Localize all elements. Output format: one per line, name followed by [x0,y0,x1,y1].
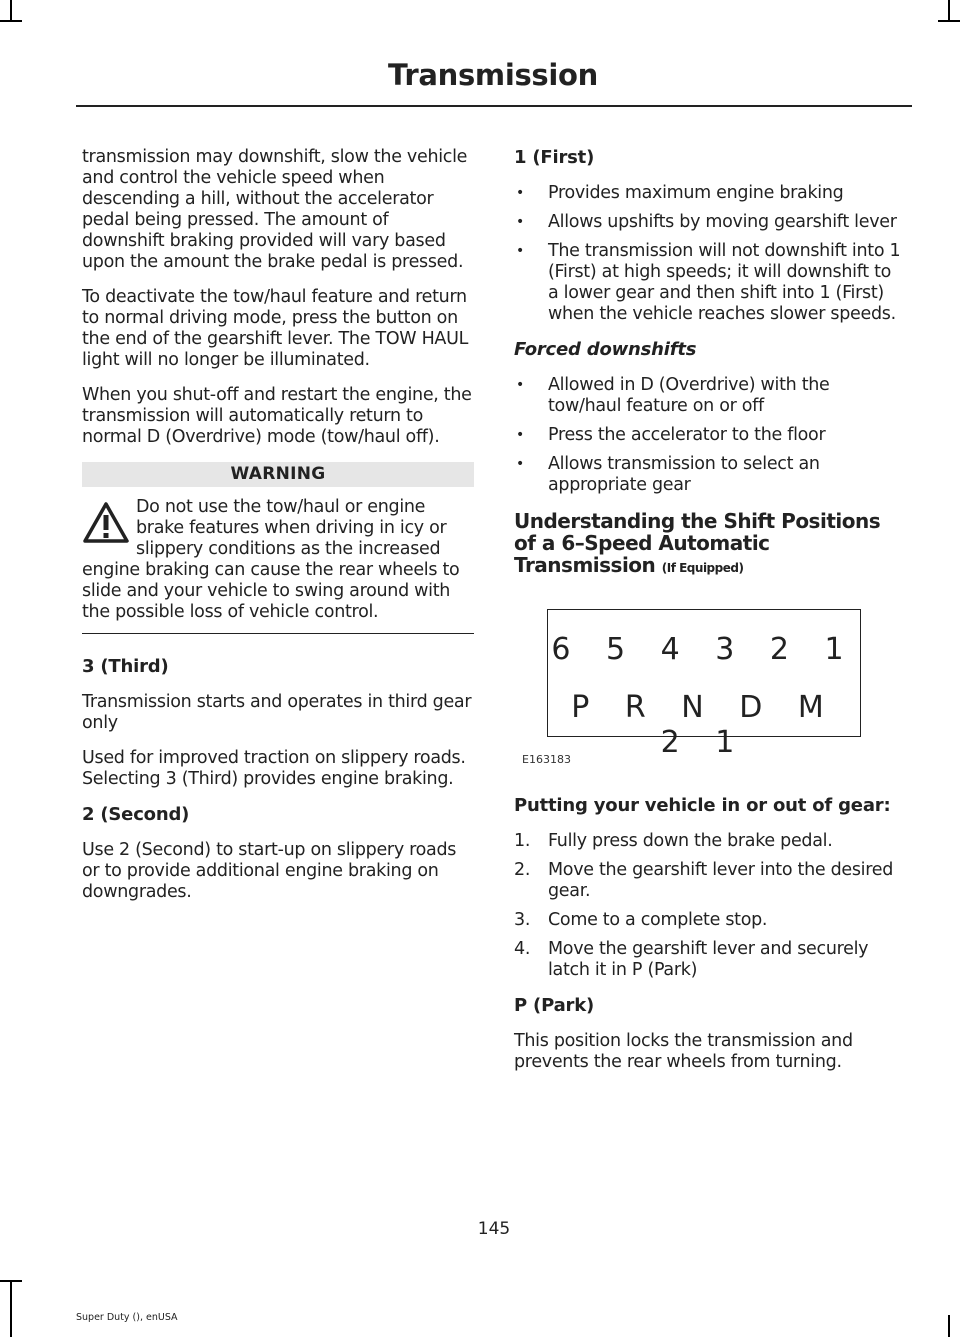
section-title [514,510,906,579]
list-item: 1. Fully press down the brake pedal. [514,831,833,851]
gear-steps-list [514,831,906,981]
warning-box [82,497,474,634]
paragraph: This position locks the transmission and prevents the rear wheels from turning. [514,1031,853,1072]
crop-mark [10,0,12,22]
gear-number-row: 6 5 4 3 2 1 [551,632,857,667]
page-title: Transmission [388,58,598,92]
section-heading-third: 3 (Third) [82,656,169,677]
list-item: 4. Move the gearshift lever and securely latch it in P (Park) [514,939,869,980]
page-number: 145 [477,1219,511,1239]
section-heading-second: 2 (Second) [82,804,190,825]
list-item: • Allowed in D (Overdrive) with the tow/haul feature on or off [514,375,906,417]
crop-mark [10,1280,12,1337]
right-column [514,147,906,1087]
section-title-text: Understanding the Shift Positions of a 6–Speed Automatic Transmission [514,509,881,577]
list-item: • Provides maximum engine braking [514,183,906,204]
footer-edition: Super Duty (), enUSA [76,1312,178,1323]
gear-indicator-box [547,609,861,760]
list-item: 3. Come to a complete stop. [514,910,768,930]
list-item: • Allows transmission to select an appropriate gear [514,454,906,496]
crop-mark [0,1280,22,1282]
header-rule [76,105,912,107]
left-column [82,147,474,917]
list-item: • Press the accelerator to the floor [514,425,906,446]
paragraph: To deactivate the tow/haul feature and return to normal driving mode, press the button on the end of the gearshift lever. The TOW HAUL light will no longer be illuminated. [82,287,469,370]
gear-position-row: P R N D M 2 1 [571,690,837,760]
gear-display-figure [514,597,906,775]
warning-text: Do not use the tow/haul or engine brake features when driving in icy or slippery conditions as the increased engine braking can cause the rear wheels to slide and your vehicle to swing around with the possible loss of vehicle control. [82,497,460,622]
figure-code: E163183 [522,753,571,766]
section-heading-forced-downshifts: Forced downshifts [514,339,697,360]
list-item: 2. Move the gearshift lever into the desired gear. [514,860,894,901]
section-heading-gear: Putting your vehicle in or out of gear: [514,795,891,816]
crop-mark [938,20,960,22]
crop-mark [948,0,950,22]
list-item: • Allows upshifts by moving gearshift lever [514,212,906,233]
paragraph: transmission may downshift, slow the vehicle and control the vehicle speed when descending a hill, without the accelerator pedal being pressed. The amount of downshift braking provided will vary based upon the amount the brake pedal is pressed. [82,147,468,272]
paragraph: When you shut-off and restart the engine, the transmission will automatically return to normal D (Overdrive) mode (tow/haul off). [82,385,472,447]
first-gear-list [514,183,906,325]
warning-label: WARNING [82,462,474,487]
section-title-suffix: (If Equipped) [661,561,744,575]
paragraph: Transmission starts and operates in third gear only [82,692,472,733]
warning-triangle-icon [82,501,130,545]
crop-mark [948,1315,950,1337]
paragraph: Used for improved traction on slippery roads. Selecting 3 (Third) provides engine braking. [82,748,466,789]
crop-mark [0,20,22,22]
forced-downshift-list [514,375,906,496]
list-item: • The transmission will not downshift into 1 (First) at high speeds; it will downshift to a lower gear and then shift into 1 (First) when the vehicle reaches slower speeds. [514,241,906,325]
section-heading-first: 1 (First) [514,147,595,168]
section-heading-park: P (Park) [514,995,595,1016]
paragraph: Use 2 (Second) to start-up on slippery roads or to provide additional engine braking on downgrades. [82,840,457,902]
